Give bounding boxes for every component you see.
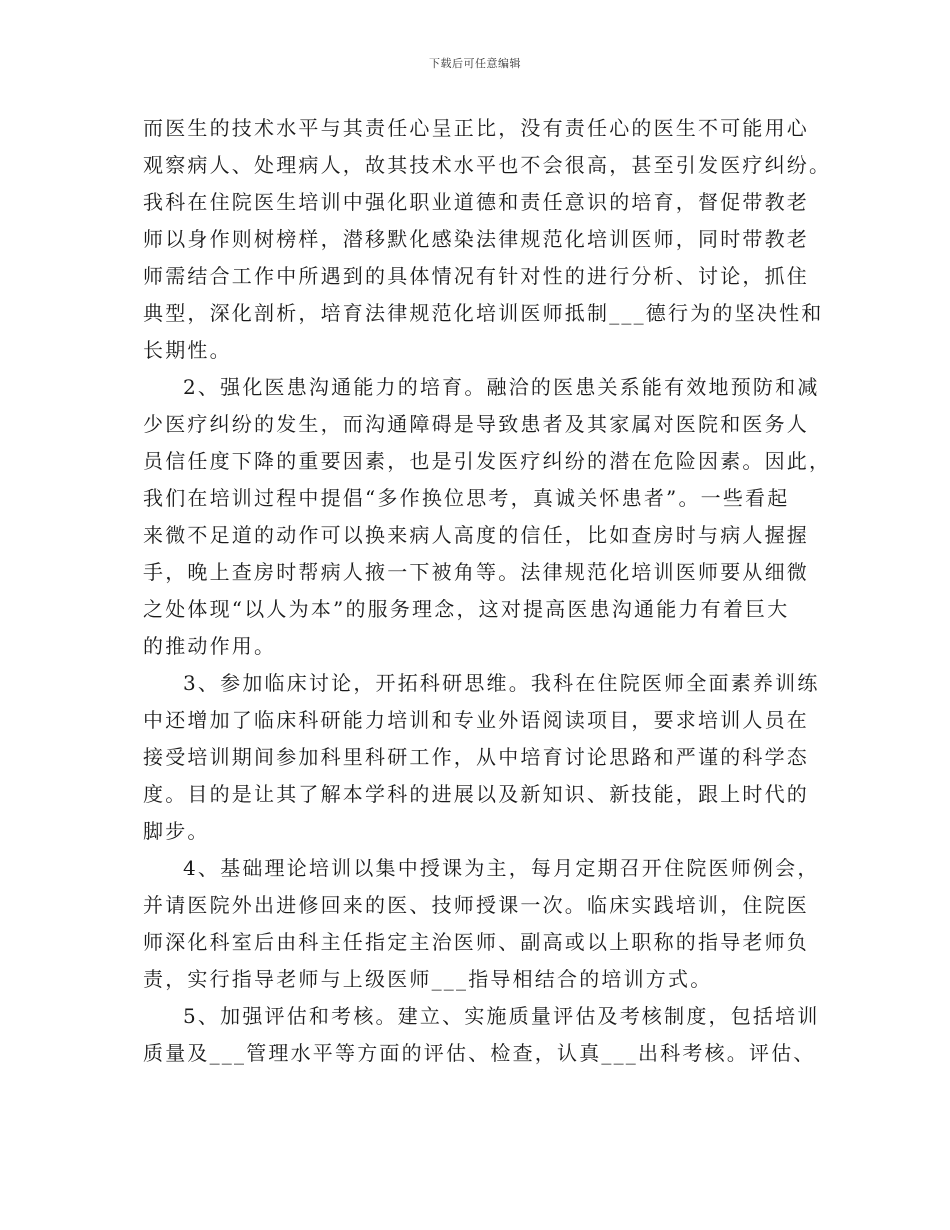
paragraph bbox=[143, 665, 820, 850]
text-line: 责，实行指导老师与上级医师___指导相结合的培训方式。 bbox=[143, 967, 713, 991]
text-line: 而医生的技术水平与其责任心呈正比，没有责任心的医生不可能用心 bbox=[143, 116, 809, 140]
text-line: 来微不足道的动作可以换来病人高度的信任，比如查房时与病人握握 bbox=[143, 523, 809, 547]
text-line: 度。目的是让其了解本学科的进展以及新知识、新技能，跟上时代的 bbox=[143, 782, 809, 806]
paragraph bbox=[143, 110, 832, 369]
text-line: 手，晚上查房时帮病人掖一下被角等。法律规范化培训医师要从细微 bbox=[143, 560, 809, 584]
text-line: 长期性。 bbox=[143, 338, 232, 362]
paragraph bbox=[143, 850, 820, 998]
text-line: 典型，深化剖析，培育法律规范化培训医师抵制___德行为的坚决性和 bbox=[143, 301, 824, 325]
text-line: 中还增加了临床科研能力培训和专业外语阅读项目，要求培训人员在 bbox=[143, 708, 809, 732]
text-line: 师需结合工作中所遇到的具体情况有针对性的进行分析、讨论，抓住 bbox=[143, 264, 809, 288]
text-line: 并请医院外出进修回来的医、技师授课一次。临床实践培训，住院医 bbox=[143, 893, 809, 917]
text-line: 4、基础理论培训以集中授课为主，每月定期召开住院医师例会， bbox=[183, 856, 820, 880]
text-line: 师深化科室后由科主任指定主治医师、副高或以上职称的指导老师负 bbox=[143, 930, 809, 954]
text-line: 5、加强评估和考核。建立、实施质量评估及考核制度，包括培训 bbox=[183, 1004, 820, 1028]
document-body bbox=[143, 110, 832, 1072]
text-line: 师以身作则树榜样，潜移默化感染法律规范化培训医师，同时带教老 bbox=[143, 227, 809, 251]
text-line: 观察病人、处理病人，故其技术水平也不会很高，甚至引发医疗纠纷。 bbox=[143, 153, 832, 177]
text-line: 脚步。 bbox=[143, 819, 210, 843]
text-line: 我科在住院医生培训中强化职业道德和责任意识的培育，督促带教老 bbox=[143, 190, 809, 214]
text-line: 2、强化医患沟通能力的培育。融洽的医患关系能有效地预防和减 bbox=[183, 375, 820, 399]
text-line: 我们在培训过程中提倡“多作换位思考，真诚关怀患者”。一些看起 bbox=[143, 486, 790, 510]
text-line: 少医疗纠纷的发生，而沟通障碍是导致患者及其家属对医院和医务人 bbox=[143, 412, 809, 436]
text-line: 之处体现“以人为本”的服务理念，这对提高医患沟通能力有着巨大 bbox=[143, 597, 790, 621]
paragraph bbox=[143, 998, 820, 1072]
text-line: 质量及___管理水平等方面的评估、检查，认真___出科考核。评估、 bbox=[143, 1041, 816, 1065]
text-line: 的推动作用。 bbox=[143, 634, 277, 658]
page-header: 下载后可任意编辑 bbox=[429, 57, 521, 70]
text-line: 接受培训期间参加科里科研工作，从中培育讨论思路和严谨的科学态 bbox=[143, 745, 809, 769]
paragraph bbox=[143, 369, 832, 665]
text-line: 3、参加临床讨论，开拓科研思维。我科在住院医师全面素养训练 bbox=[183, 671, 820, 695]
text-line: 员信任度下降的重要因素，也是引发医疗纠纷的潜在危险因素。因此， bbox=[143, 449, 832, 473]
